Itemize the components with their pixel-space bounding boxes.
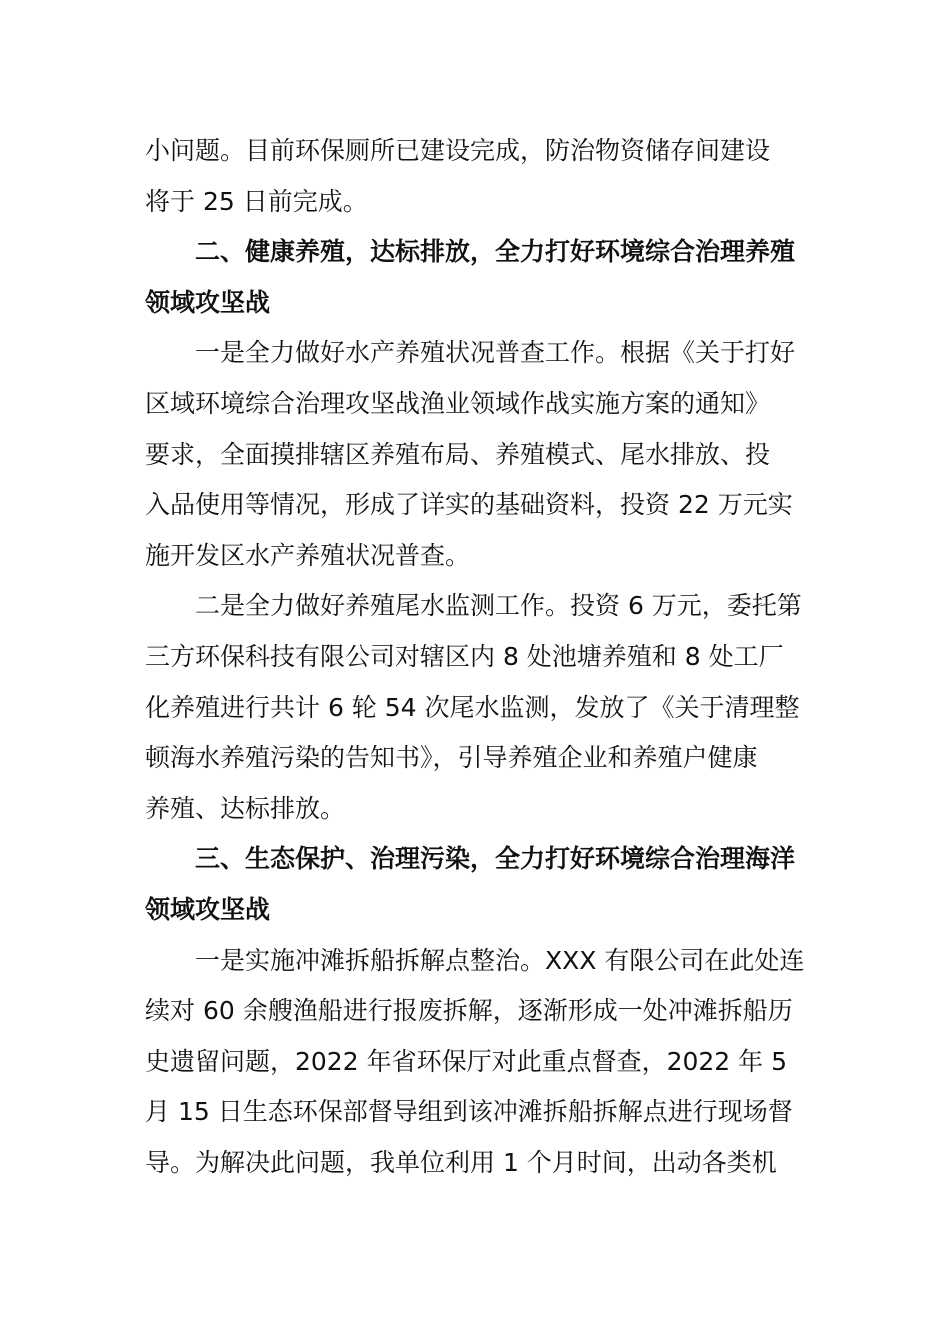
text-line: 入品使用等情况，形成了详实的基础资料，投资 22 万元实	[145, 490, 793, 520]
text-line: 要求，全面摸排辖区养殖布局、养殖模式、尾水排放、投	[145, 439, 771, 469]
body-paragraph	[145, 936, 805, 1189]
body-paragraph	[145, 328, 805, 581]
text-line: 顿海水养殖污染的告知书》，引导养殖企业和养殖户健康	[145, 743, 758, 773]
heading-line: 领域攻坚战	[145, 894, 271, 924]
document-body	[145, 126, 805, 1188]
text-line: 化养殖进行共计 6 轮 54 次尾水监测，发放了《关于清理整	[145, 692, 800, 722]
section-heading	[145, 227, 805, 328]
heading-line: 二、健康养殖，达标排放，全力打好环境综合治理养殖	[195, 237, 796, 267]
heading-line: 三、生态保护、治理污染，全力打好环境综合治理海洋	[195, 844, 796, 874]
text-line: 将于 25 日前完成。	[145, 186, 368, 216]
text-line: 续对 60 余艘渔船进行报废拆解，逐渐形成一处冲滩拆船历	[145, 996, 793, 1026]
text-line: 月 15 日生态环保部督导组到该冲滩拆船拆解点进行现场督	[145, 1097, 793, 1127]
text-line: 养殖、达标排放。	[145, 793, 346, 823]
body-paragraph	[145, 581, 805, 834]
text-line: 导。为解决此问题，我单位利用 1 个月时间，出动各类机	[145, 1147, 777, 1177]
text-line: 区域环境综合治理攻坚战渔业领域作战实施方案的通知》	[145, 388, 771, 418]
text-line: 施开发区水产养殖状况普查。	[145, 540, 471, 570]
text-line: 一是实施冲滩拆船拆解点整治。XXX 有限公司在此处连	[195, 945, 805, 975]
text-line: 一是全力做好水产养殖状况普查工作。根据《关于打好	[195, 338, 796, 368]
text-line: 三方环保科技有限公司对辖区内 8 处池塘养殖和 8 处工厂	[145, 641, 784, 671]
text-line: 史遗留问题，2022 年省环保厅对此重点督查，2022 年 5	[145, 1046, 787, 1076]
text-line: 小问题。目前环保厕所已建设完成，防治物资储存间建设	[145, 136, 771, 165]
section-heading	[145, 834, 805, 935]
heading-line: 领域攻坚战	[145, 287, 271, 317]
text-line: 二是全力做好养殖尾水监测工作。投资 6 万元，委托第	[195, 591, 802, 621]
body-paragraph	[145, 126, 805, 227]
